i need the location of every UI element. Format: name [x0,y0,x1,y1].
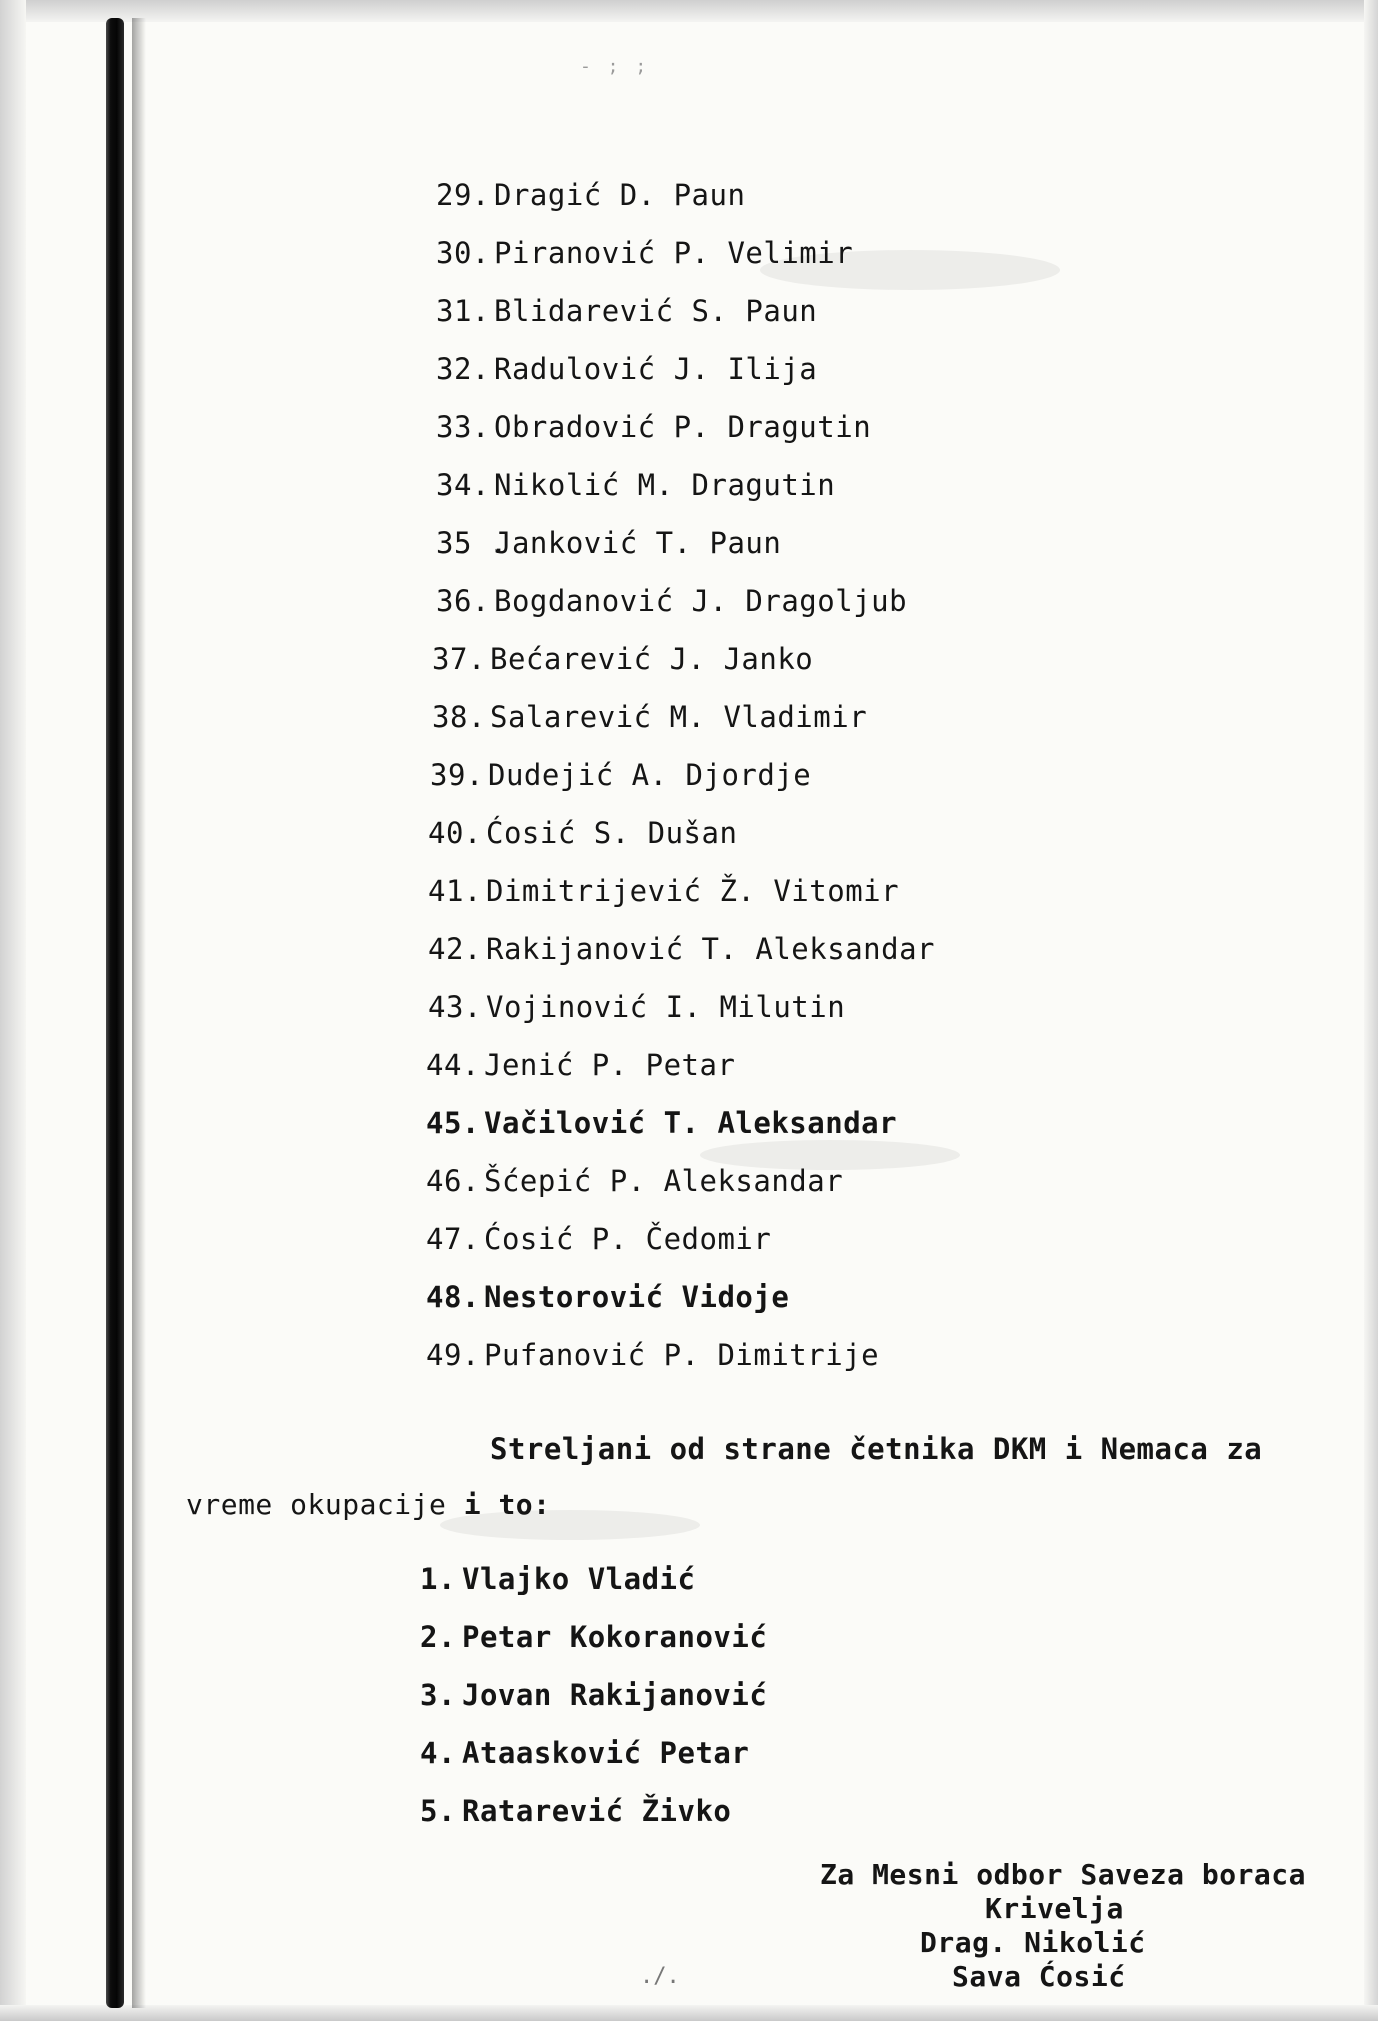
list-item [436,178,745,212]
list-item [426,1280,789,1314]
list-item-number: 31. [436,294,490,328]
list-item-name: Blidarević S. Paun [494,294,818,328]
list-item-name: Janković T. Paun [494,526,782,560]
list-item [428,990,845,1024]
list-item-number: 35 . [436,526,508,560]
victim-item [420,1794,731,1828]
list-item [436,526,781,560]
victim-item [420,1620,767,1654]
victim-name: Jovan Rakijanović [462,1678,768,1712]
list-item-number: 34. [436,468,490,502]
list-item-number: 46. [426,1164,480,1198]
section-intro-emphasis: i to: [463,1488,551,1521]
list-item-name: Salarević M. Vladimir [490,700,868,734]
paper-edge-bottom [0,2005,1378,2021]
list-item-number: 49. [426,1338,480,1372]
victim-name: Vlajko Vladić [462,1562,696,1596]
section-intro-line: Streljani od strane četnika DKM i Nemaca za [490,1432,1263,1466]
list-item [426,1338,879,1372]
victim-item [420,1562,695,1596]
list-item [432,642,813,676]
list-item-name: Dragić D. Paun [494,178,746,212]
list-item [432,700,867,734]
list-item [436,294,817,328]
list-item-name: Bećarević J. Janko [490,642,814,676]
list-item [426,1048,735,1082]
list-item-name: Ćosić P. Čedomir [484,1222,772,1256]
victim-number: 1. [420,1562,456,1596]
list-item [428,816,737,850]
list-item-name: Dimitrijević Ž. Vitomir [486,874,900,908]
list-item-number: 42. [428,932,482,966]
list-item-number: 41. [428,874,482,908]
margin-rule-shadow [132,18,146,2008]
list-item-name: Šćepić P. Aleksandar [484,1164,844,1198]
signature-name-1: Drag. Nikolić [920,1926,1146,1959]
list-item [426,1106,897,1140]
list-item-name: Nestorović Vidoje [484,1280,790,1314]
list-item-number: 29. [436,178,490,212]
paper-edge-top [0,0,1378,22]
list-item-number: 48. [426,1280,480,1314]
victim-name: Ataasković Petar [462,1736,750,1770]
list-item-number: 33. [436,410,490,444]
list-item [426,1164,843,1198]
victim-number: 2. [420,1620,456,1654]
signature-organization: Za Mesni odbor Saveza boraca [820,1858,1307,1891]
list-item-name: Bogdanović J. Dragoljub [494,584,908,618]
list-item [428,874,899,908]
list-item-name: Ćosić S. Dušan [486,816,738,850]
list-item-name: Vojinović I. Milutin [486,990,846,1024]
list-item [430,758,811,792]
victim-number: 4. [420,1736,456,1770]
list-item-name: Jenić P. Petar [484,1048,736,1082]
list-item [426,1222,771,1256]
section-intro-line-2 [186,1488,551,1521]
margin-rule [106,18,124,2008]
list-item-number: 39. [430,758,484,792]
victim-item [420,1678,767,1712]
victim-number: 3. [420,1678,456,1712]
list-item-name: Rakijanović T. Aleksandar [486,932,935,966]
list-item-number: 44. [426,1048,480,1082]
list-item [436,468,835,502]
list-item-name: Pufanović P. Dimitrije [484,1338,880,1372]
list-item-number: 40. [428,816,482,850]
list-item-number: 43. [428,990,482,1024]
list-item [436,410,871,444]
list-item-name: Vačilović T. Aleksandar [484,1106,898,1140]
list-item-name: Piranović P. Velimir [494,236,854,270]
page-continuation-mark: ./. [640,1964,680,1989]
victim-name: Petar Kokoranović [462,1620,768,1654]
list-item-name: Obradović P. Dragutin [494,410,872,444]
list-item-name: Dudejić A. Djordje [488,758,812,792]
list-item [436,352,817,386]
section-intro-text: vreme okupacije [186,1488,447,1521]
signature-place: Krivelja [985,1892,1124,1925]
header-mark: - ; ; [580,56,650,77]
signature-name-2: Sava Ćosić [952,1960,1126,1993]
list-item-number: 30. [436,236,490,270]
list-item-number: 36. [436,584,490,618]
list-item-number: 38. [432,700,486,734]
paper-edge-right [1364,0,1378,2021]
list-item-number: 37. [432,642,486,676]
list-item-name: Nikolić M. Dragutin [494,468,836,502]
list-item [428,932,935,966]
list-item-number: 45. [426,1106,480,1140]
list-item [436,584,907,618]
victim-name: Ratarević Živko [462,1794,732,1828]
victim-number: 5. [420,1794,456,1828]
victim-item [420,1736,749,1770]
list-item-number: 32. [436,352,490,386]
list-item-name: Radulović J. Ilija [494,352,818,386]
list-item [436,236,853,270]
paper-edge-left [0,0,26,2021]
list-item-number: 47. [426,1222,480,1256]
